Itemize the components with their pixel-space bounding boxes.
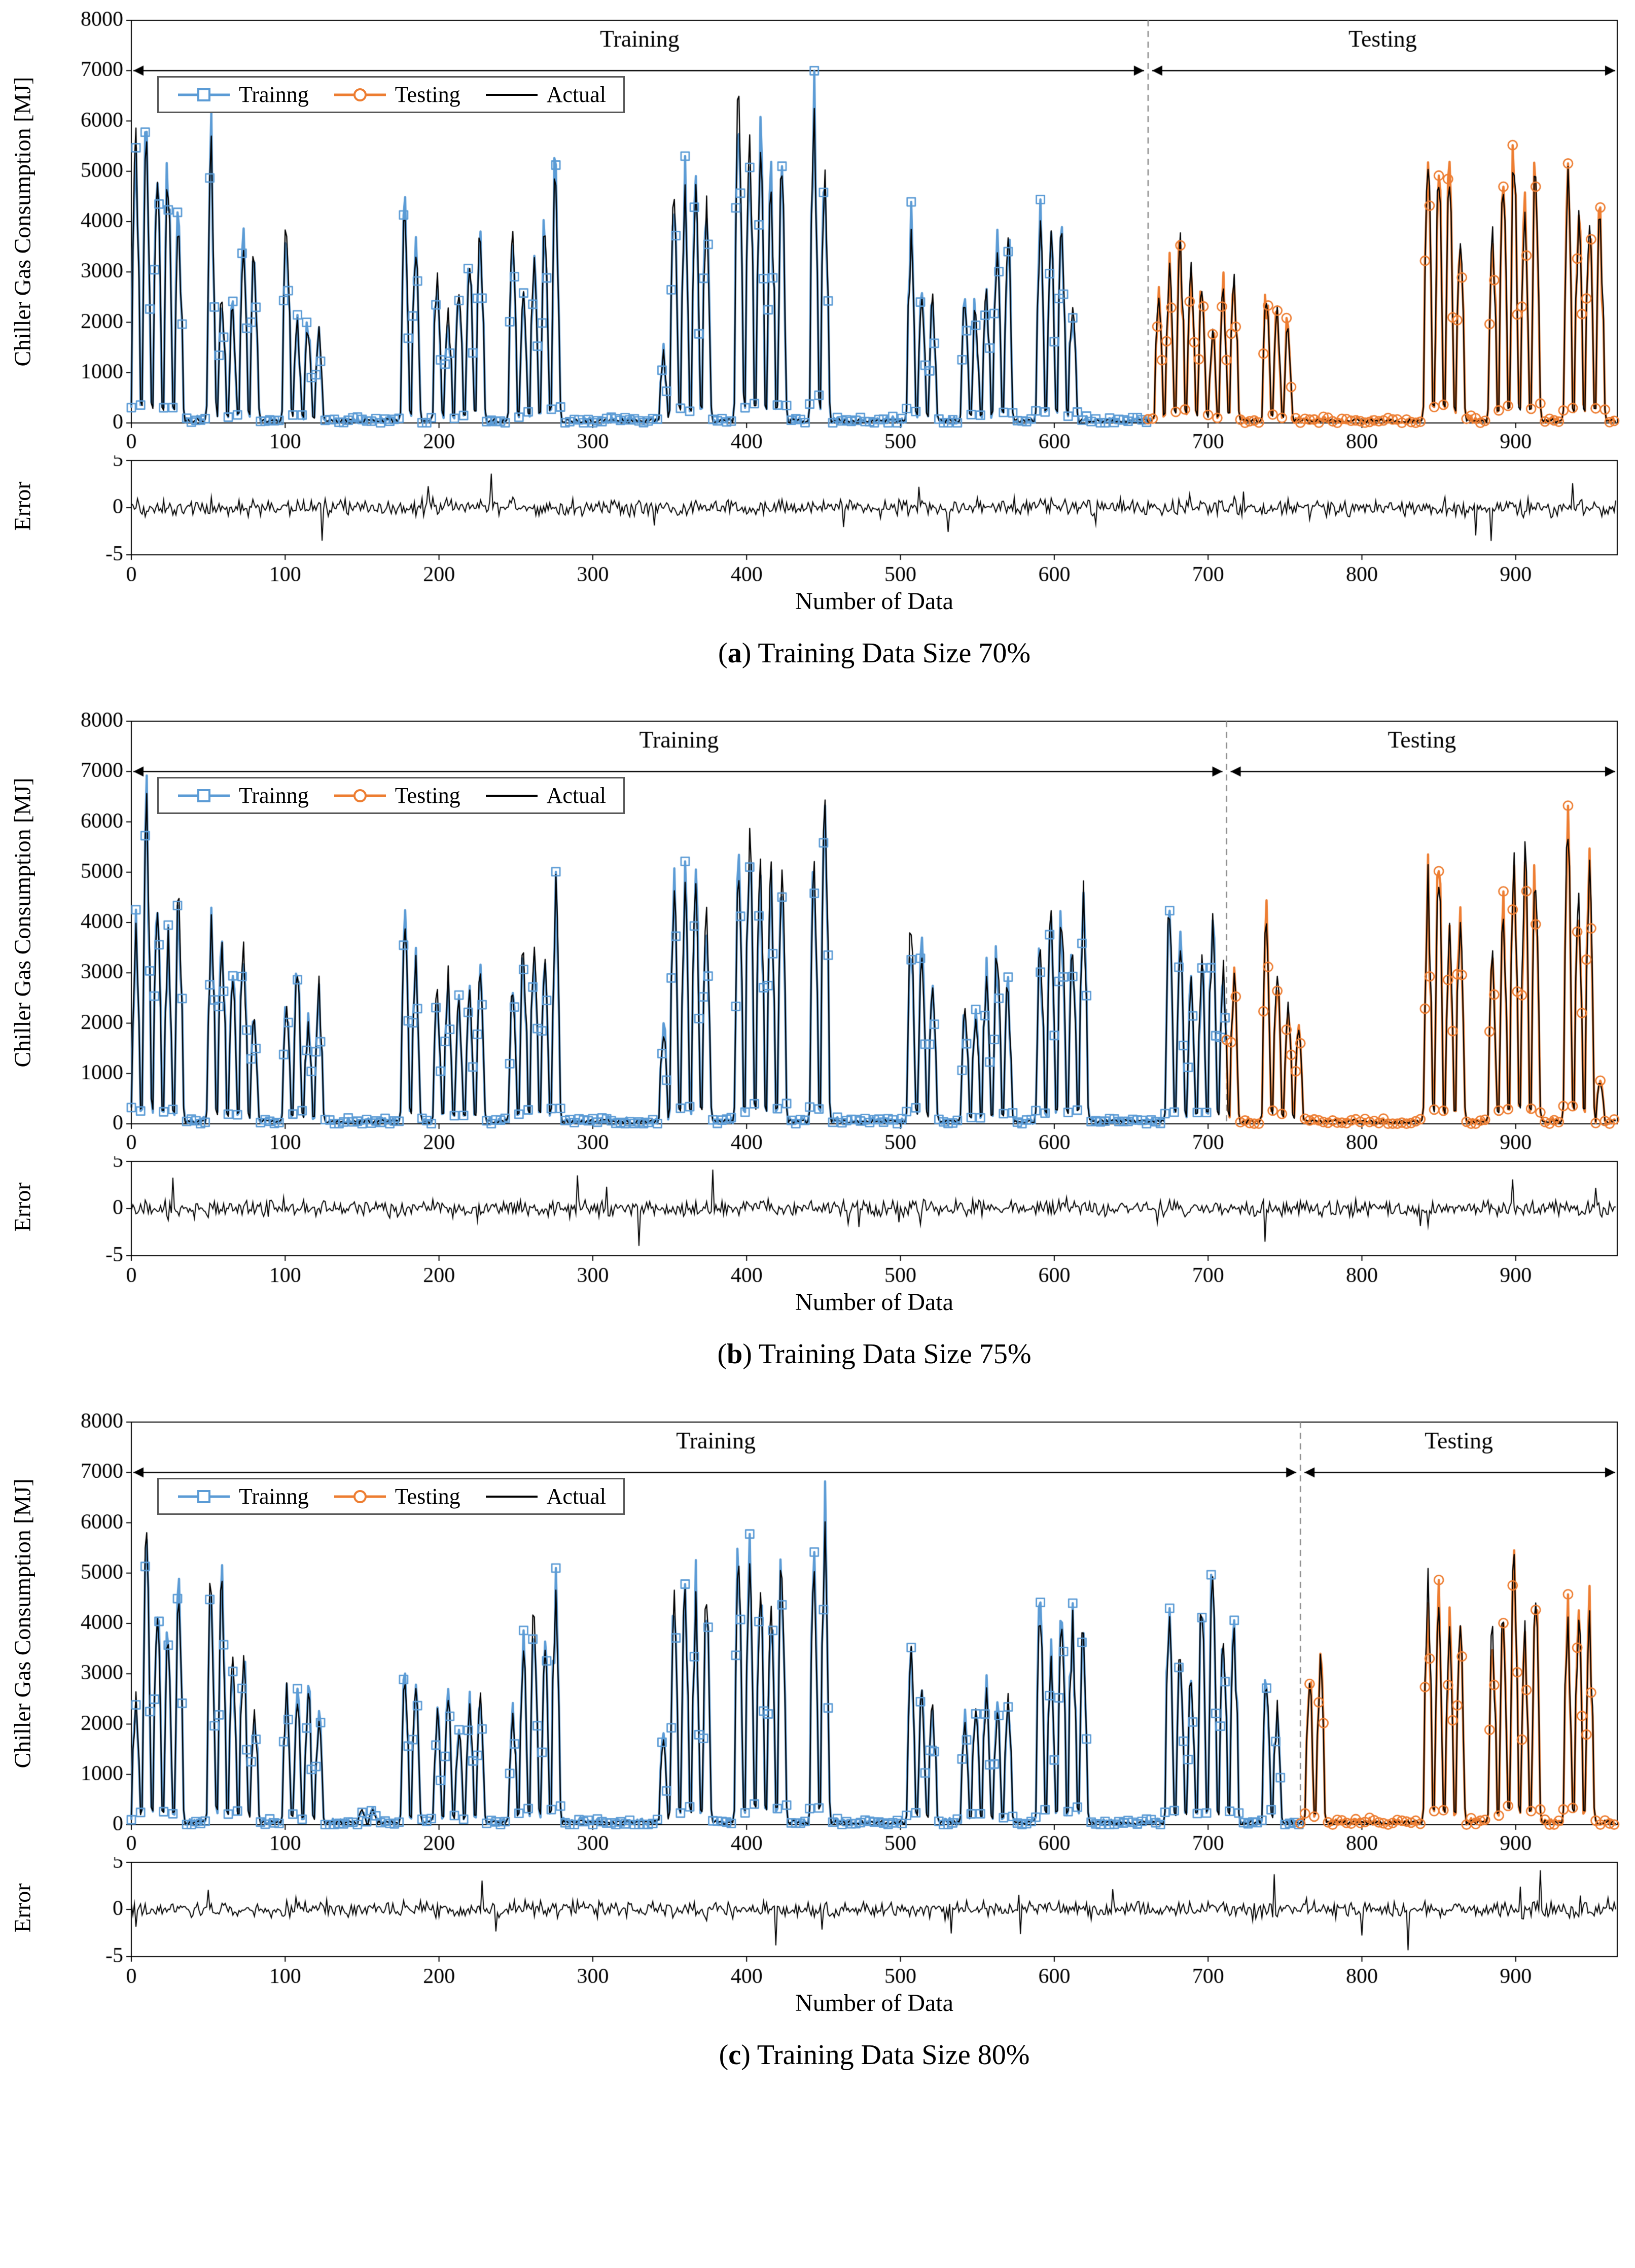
error-axis-label: Error (9, 481, 35, 531)
caption-text: Training Data Size 80% (757, 2039, 1030, 2071)
y-axis-label: Chiller Gas Consumption [MJ] (9, 1478, 35, 1768)
legend (157, 1478, 625, 1515)
error-chart-c (43, 1857, 1630, 1989)
legend-label-actual: Actual (546, 1484, 606, 1509)
legend (157, 777, 625, 814)
panel-b (0, 712, 1635, 1384)
legend-label-testing: Testing (395, 82, 460, 107)
caption-letter: b (727, 1338, 743, 1370)
actual-line-icon (484, 1488, 540, 1505)
panel-c-error-chart-area (0, 1857, 1635, 1989)
legend-label-testing: Testing (395, 1484, 460, 1509)
legend-label-training: Trainng (239, 783, 309, 808)
panel-c (0, 1413, 1635, 2084)
legend-item-training (176, 1483, 309, 1509)
legend-label-training: Trainng (239, 1484, 309, 1509)
panel-a-main-chart-area (0, 11, 1635, 452)
error-chart-b (43, 1156, 1630, 1288)
caption-b: (b) Training Data Size 75% (717, 1338, 1032, 1370)
legend-label-actual: Actual (546, 82, 606, 107)
training-marker-icon (176, 86, 232, 103)
training-marker-icon (176, 1488, 232, 1505)
y-axis-label: Chiller Gas Consumption [MJ] (9, 77, 35, 367)
legend-label-actual: Actual (546, 783, 606, 808)
caption-c: (c) Training Data Size 80% (719, 2039, 1030, 2071)
caption-text: Training Data Size 70% (758, 637, 1030, 669)
caption-letter: c (728, 2039, 741, 2071)
legend-label-training: Trainng (239, 82, 309, 107)
legend-item-training (176, 783, 309, 808)
caption-letter: a (727, 637, 742, 669)
testing-marker-icon (332, 1488, 388, 1505)
testing-marker-icon (332, 86, 388, 103)
legend (157, 76, 625, 113)
panel-b-main-chart-area (0, 712, 1635, 1153)
error-axis-label: Error (9, 1883, 35, 1933)
legend-item-actual (484, 783, 606, 808)
legend-item-actual (484, 1483, 606, 1509)
legend-item-actual (484, 82, 606, 108)
caption-a: (a) Training Data Size 70% (718, 637, 1030, 669)
caption-text: Training Data Size 75% (758, 1338, 1032, 1370)
y-axis-label: Chiller Gas Consumption [MJ] (9, 777, 35, 1068)
legend-item-testing (332, 783, 460, 808)
training-marker-icon (176, 787, 232, 804)
actual-line-icon (484, 86, 540, 103)
panel-b-error-chart-area (0, 1156, 1635, 1288)
error-chart-a (43, 455, 1630, 587)
legend-item-training (176, 82, 309, 108)
x-axis-label: Number of Data (795, 1289, 953, 1316)
error-axis-label: Error (9, 1182, 35, 1232)
legend-item-testing (332, 1483, 460, 1509)
x-axis-label: Number of Data (795, 1990, 953, 2016)
testing-marker-icon (332, 787, 388, 804)
panel-a-error-chart-area (0, 455, 1635, 587)
actual-line-icon (484, 787, 540, 804)
panel-a (0, 11, 1635, 683)
panel-c-main-chart-area (0, 1413, 1635, 1854)
legend-label-testing: Testing (395, 783, 460, 808)
legend-item-testing (332, 82, 460, 108)
x-axis-label: Number of Data (795, 588, 953, 615)
